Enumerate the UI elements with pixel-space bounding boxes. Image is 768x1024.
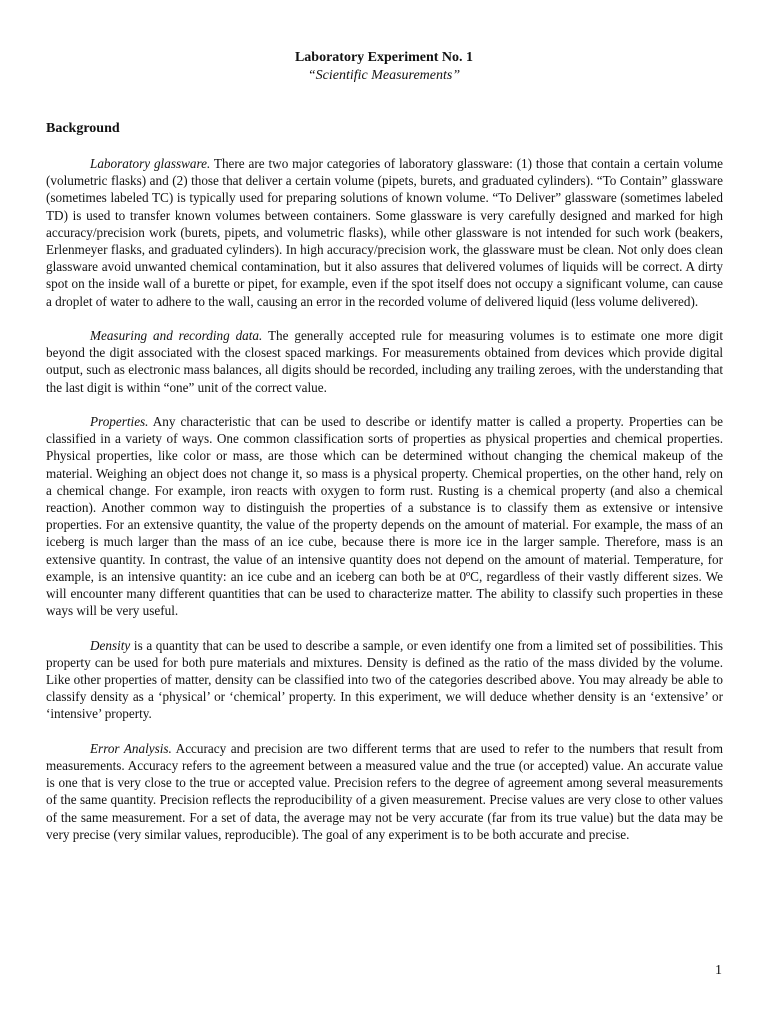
paragraph-measuring-recording <box>46 327 723 396</box>
paragraph-text: Any characteristic that can be used to describe or identify matter is called a property. Properties can be classified in a variety of ways. One common classification sorts of properties as physical properties and chemical properties. Physical properties, like color or mass, are those which can be determined without changing the chemical makeup of the material. Weighing an object does not change it, so mass is a physical property. Chemical properties, on the other hand, rely on a chemical change. For example, iron reacts with oxygen to form rust. Rusting is a chemical property (and also a chemical reaction). Another common way to distinguish the properties of a substance is to classify them as extensive or intensive properties. For an extensive quantity, the value of the property depends on the amount of material. For example, the mass of an iceberg is much larger than the mass of an ice cube, because there is more ice in the larger sample. Therefore, mass is an extensive quantity. In contrast, the value of an intensive quantity does not depend on the amount of material. Temperature, for example, is an intensive quantity: an ice cube and an iceberg can both be at 0ºC, regardless of their vastly different sizes. We will encounter many different quantities that can be used to characterize matter. The ability to classify such properties in these ways will be very useful. <box>46 414 723 619</box>
paragraph-text: is a quantity that can be used to describe a sample, or even identify one from a limited set of possibilities. This property can be used for both pure materials and mixtures. Density is defined as the ratio of the mass divided by the volume. Like other properties of matter, density can be classified into two of the categories described above. You may already be able to classify density as a ‘physical’ or ‘chemical’ property. In this experiment, we will deduce whether density is an ‘extensive’ or ‘intensive’ property. <box>46 637 723 722</box>
paragraph-lead: Error Analysis. <box>90 740 172 756</box>
paragraph-density <box>46 637 723 723</box>
title-block <box>0 49 768 85</box>
paragraph-text: There are two major categories of laboratory glassware: (1) those that contain a certain volume (volumetric flasks) and (2) those that deliver a certain volume (pipets, burets, and graduated cylinders). “To Contain” glassware (sometimes labeled TC) is typically used for preparing solutions of known volume. “To Deliver” glassware (sometimes labeled TD) is used to transfer known volumes between containers. Some glassware is very carefully designed and marked for high accuracy/precision work (burets, pipets, and volumetric flasks), while other glassware is not intended for such work (beakers, Erlenmeyer flasks, and graduated cylinders). In high accuracy/precision work, the glassware must be clean. Not only does clean glassware avoid unwanted chemical contamination, but it also assures that delivered volumes of liquids will be correct. A dirty spot on the inside wall of a burette or pipet, for example, even if the spot itself does not occupy a significant volume, can cause a droplet of water to adhere to the wall, causing an error in the recorded volume of delivered liquid (less volume delivered). <box>46 156 723 309</box>
paragraph-lead: Density <box>90 637 131 653</box>
paragraph-laboratory-glassware <box>46 155 723 310</box>
section-heading-background: Background <box>46 121 120 136</box>
document-subtitle: “Scientific Measurements” <box>307 68 461 83</box>
paragraph-error-analysis <box>46 740 723 843</box>
page-number: 1 <box>715 963 722 978</box>
paragraph-lead: Laboratory glassware. <box>90 156 211 171</box>
paragraph-lead: Measuring and recording data. <box>90 328 263 344</box>
paragraph-lead: Properties. <box>90 414 149 430</box>
document-title: Laboratory Experiment No. 1 <box>294 50 474 65</box>
paragraph-text: Accuracy and precision are two different terms that are used to refer to the numbers that result from measurements. Accuracy refers to the agreement between a measured value and the true (or accepted) value. An accurate value is one that is very close to the true or accepted value. Precision refers to the degree of agreement among several measurements of the same quantity. Precision reflects the reproducibility of a given measurement. Precise values are very close to other values of the same measurement. For a set of data, the average may not be very accurate (far from its true value) but the data may be very precise (very similar values, reproducible). The goal of any experiment is to be both accurate and precise. <box>46 740 723 842</box>
paragraph-properties <box>46 413 723 619</box>
body-text <box>46 155 723 860</box>
paragraph-text: The generally accepted rule for measuring volumes is to estimate one more digit beyond the digit associated with the closest spaced markings. For measurements obtained from devices which provide digital output, such as electronic mass balances, all digits should be recorded, including any trailing zeroes, with the understanding that the last digit is within “one” unit of the correct value. <box>46 328 723 395</box>
